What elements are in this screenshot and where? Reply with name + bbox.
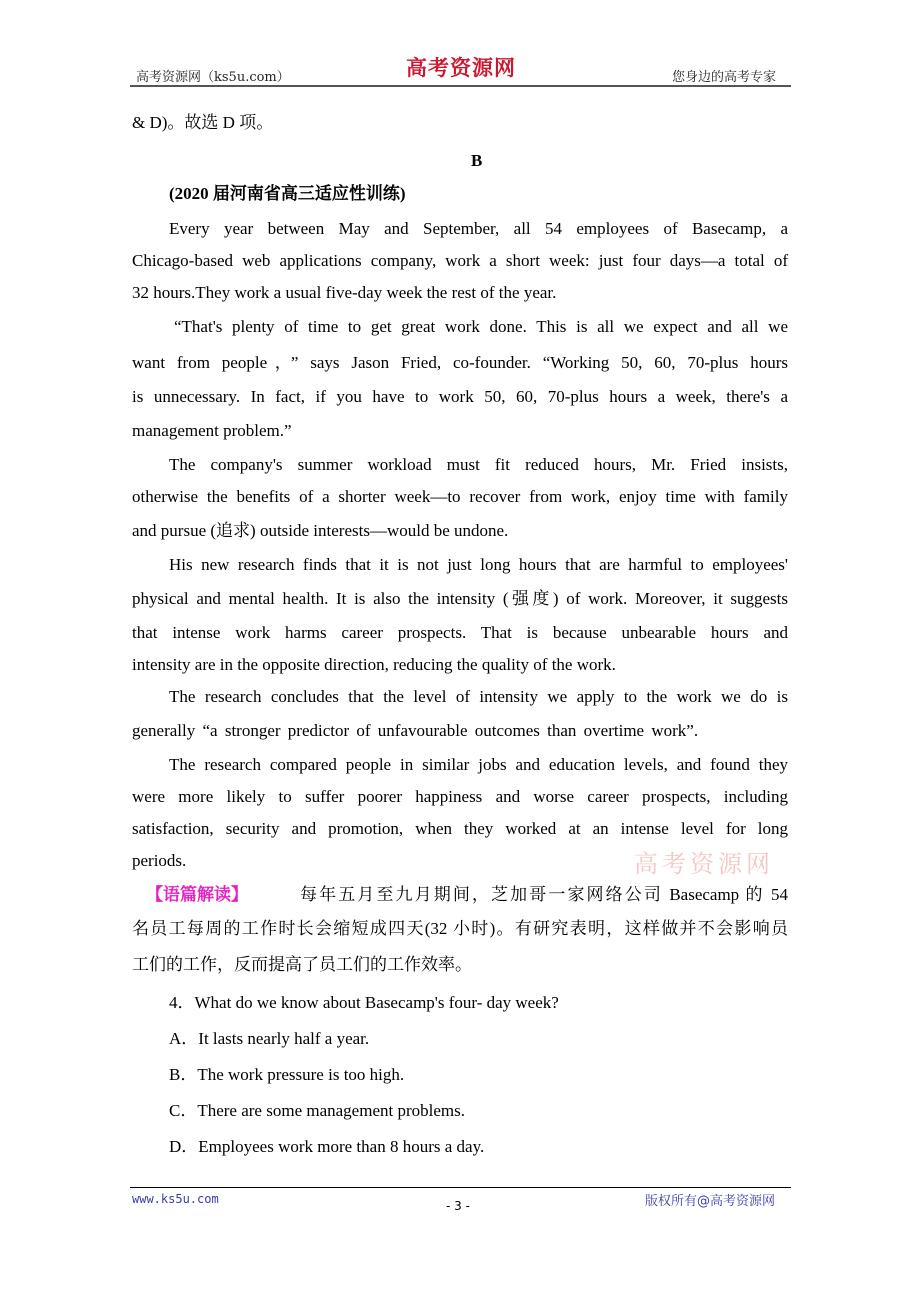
text-line: want from people，” says Jason Fried, co-founder. “Working 50, 60, 70-plus hours [132, 353, 788, 372]
text-line: Chicago-based web applications company, work a short week: just four days—a total of [132, 251, 788, 270]
text-line: physical and mental health. It is also the intensity (强度) of work. Moreover, it suggests [132, 589, 788, 608]
text-line: The research compared people in similar jobs and education levels, and found they [169, 755, 788, 774]
text-line: that intense work harms career prospects. That is because unbearable hours and [132, 623, 788, 642]
text-line: 每年五月至九月期间，芝加哥一家网络公司 Basecamp 的 54 [300, 885, 788, 904]
footer-copyright: 版权所有@高考资源网 [645, 1194, 776, 1209]
text-line: satisfaction, security and promotion, when they worked at an intense level for long [132, 819, 788, 838]
text-line: and pursue (追求) outside interests—would be undone. [132, 521, 509, 540]
option-a: A．It lasts nearly half a year. [169, 1029, 370, 1048]
source-note: (2020 届河南省高三适应性训练) [169, 184, 406, 203]
text-line: otherwise the benefits of a shorter week—to recover from work, enjoy time with family [132, 487, 788, 506]
option-c: C．There are some management problems. [169, 1101, 465, 1120]
text-line: periods. [132, 851, 187, 870]
section-heading: B [471, 151, 483, 170]
text-line: “That's plenty of time to get great work done. This is all we expect and all we [174, 317, 788, 336]
watermark: 高考资源网 [634, 850, 774, 878]
text-line: were more likely to suffer poorer happiness and worse career prospects, including [132, 787, 788, 806]
option-d: D．Employees work more than 8 hours a day. [169, 1137, 485, 1156]
text-line: intensity are in the opposite direction, reducing the quality of the work. [132, 655, 616, 674]
header-divider [130, 85, 791, 87]
analysis-label: 【语篇解读】 [146, 885, 248, 904]
text-line: The company's summer workload must fit reduced hours, Mr. Fried insists, [169, 455, 788, 474]
header-site-name: 高考资源网（ks5u.com） [136, 70, 290, 85]
text-line: Every year between May and September, all 54 employees of Basecamp, a [169, 219, 788, 238]
option-b: B．The work pressure is too high. [169, 1065, 405, 1084]
text-line: The research concludes that the level of intensity we apply to the work we do is [169, 687, 788, 706]
text-line: 名员工每周的工作时长会缩短成四天(32 小时)。有研究表明，这样做并不会影响员 [132, 919, 788, 938]
text-line: management problem.” [132, 421, 292, 440]
text-line: 工们的工作，反而提高了员工们的工作效率。 [132, 955, 472, 974]
footer-url[interactable]: www.ks5u.com [132, 1192, 219, 1206]
text-line: His new research finds that it is not just long hours that are harmful to employees' [169, 555, 788, 574]
footer-divider [130, 1187, 791, 1188]
answer-tail: & D)。故选 D 项。 [132, 113, 274, 132]
text-line: is unnecessary. In fact, if you have to work 50, 60, 70-plus hours a week, there's a [132, 387, 788, 406]
text-line: 32 hours.They work a usual five-day week the rest of the year. [132, 283, 557, 302]
text-line: generally “a stronger predictor of unfavourable outcomes than overtime work”. [132, 721, 699, 740]
page-number: - 3 - [446, 1199, 470, 1213]
site-logo: 高考资源网 [406, 55, 516, 80]
header-slogan: 您身边的高考专家 [672, 70, 777, 85]
question-4: 4．What do we know about Basecamp's four- day week? [169, 993, 559, 1012]
